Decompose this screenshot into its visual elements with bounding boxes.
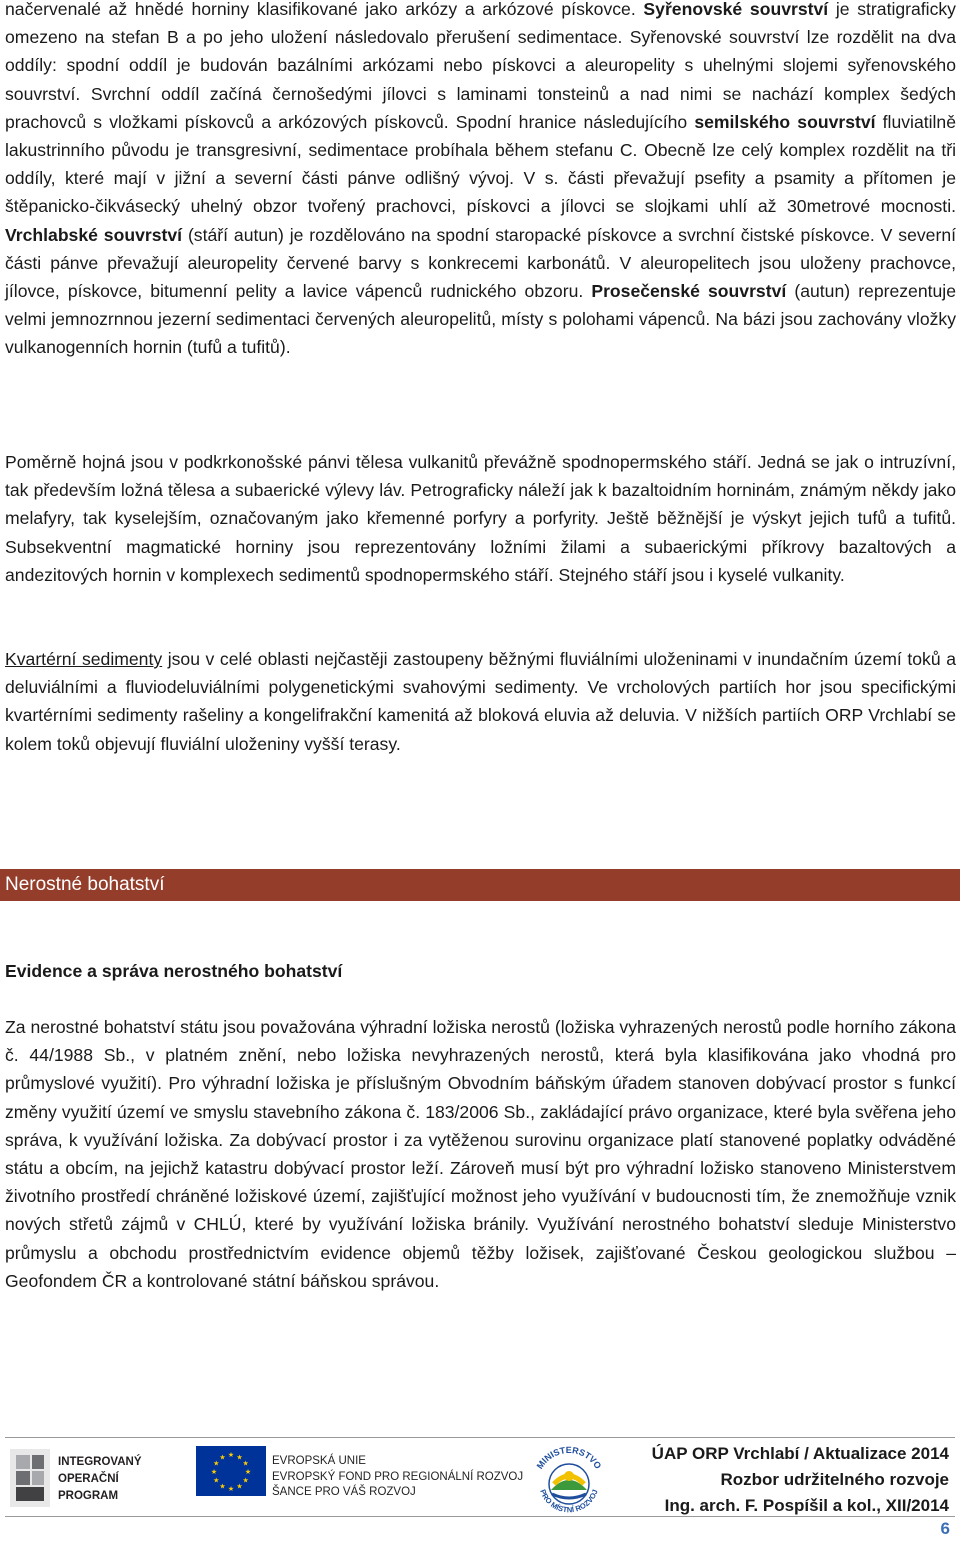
svg-text:★: ★ — [219, 1453, 226, 1462]
text-segment: (autun) reprezentuje velmi jemnozrnnou jezerní sedimentaci červených aleuropelitů, místy s polohami vápenců. Na bázi jsou zachovány vložky vulkanogenních hornin (tufů a tufitů). — [5, 281, 956, 358]
footer-divider — [5, 1437, 955, 1438]
svg-text:★: ★ — [227, 1451, 235, 1459]
svg-text:★: ★ — [210, 1468, 218, 1476]
svg-text:★: ★ — [242, 1459, 249, 1468]
paragraph-mineral-wealth: Za nerostné bohatství státu jsou považována výhradní ložiska nerostů (ložiska vyhrazených nerostů podle horního zákona č. 44/1988 Sb., v platném znění, nebo ložiska nevyhrazených nerostů, která byla klasifikována jako vhodná pro průmyslové využití). Pro výhradní ložiska je příslušným Obvodním báňským úřadem stanoven dobývací prostor s funkcí změny využití území ve smyslu stavebního zákona č. 183/2006 Sb., zakládající právo organizace, které byla svěřena jeho správa, k využívání ložiska. Za dobývací prostor i za vytěženou surovinu organizace platí stanovené poplatky odváděné státu a obcím, na jejichž katastru dobývací prostor leží. Zároveň musí být pro výhradní ložisko stanoveno Ministerstvem životního prostředí chráněné ložiskové území, zajišťující možnost jeho využívání v budoucnosti tím, že znemožňuje vznik nových střetů zájmů v CHLÚ, které by využívání ložiska bránily. Využívání nerostného bohatství sleduje Ministerstvo průmyslu a obchodu prostřednictvím evidence objemů těžby ložisek, zajišťované Českou geologickou službou – Geofondem ČR a kontrolované státní báňskou správou. — [5, 1017, 956, 1291]
svg-text:★: ★ — [213, 1459, 220, 1468]
eu-flag-logo — [196, 1446, 266, 1496]
eu-line1: EVROPSKÁ UNIE — [272, 1455, 366, 1467]
document-subtitle: Rozbor udržitelného rozvoje — [720, 1470, 949, 1489]
iop-logo-line1: INTEGROVANÝ — [58, 1456, 142, 1468]
paragraph-sedimentary-formations — [5, 0, 956, 362]
document-title: ÚAP ORP Vrchlabí / Aktualizace 2014 — [651, 1444, 949, 1463]
footer-document-info — [652, 1441, 949, 1519]
iop-logo — [10, 1449, 160, 1507]
iop-logo-line2: OPERAČNÍ — [58, 1473, 119, 1485]
text-segment: (stáří autun) je rozdělováno na spodní staropacké pískovce a svrchní čistské pískovce. V severní části pánve převažují aleuropelity červené barvy s konkrecemi karbonátů. V aleuropelitech jsou uloženy prachovce, jílovce, pískovce, bitumenní pelity a lavice vápenců rudnického obzoru. — [5, 224, 956, 302]
page-number: 6 — [940, 1519, 950, 1538]
term-semilske-souvrstvi: semilského souvrství — [694, 111, 876, 132]
text-segment: fluviatilně lakustrinního původu je transgresivní, sedimentace probíhala během stefanu C. Obecně lze celý komplex rozdělit na tři oddíly, které mají v jižní a severní části pánve odlišný vývoj. V s. části převažují psefity a psamity a přítomen je štěpanicko-čikvásecký uhelný obzor tvořený prachovci, pískovci a jílovci se slojkami uhlí až 30metrové mocnosti. — [5, 111, 957, 217]
term-prosecenske-souvrstvi: Prosečenské souvrství — [591, 281, 787, 302]
subheading: Evidence a správa nerostného bohatství — [5, 961, 343, 981]
footer-bottom-divider — [5, 1516, 955, 1517]
term-syrenovske-souvrstvi: Syřenovské souvrství — [643, 0, 829, 19]
iop-logo-line3: PROGRAM — [58, 1490, 119, 1502]
svg-text:★: ★ — [227, 1485, 235, 1493]
svg-text:★: ★ — [242, 1476, 249, 1485]
text-segment: jsou v celé oblasti nejčastěji zastoupeny běžnými fluviálními uloženinami v inundačním území toků a deluviálními a fluviodeluviálními polygenetickými svahovými sedimenty. Ve vrcholových partiích hor jsou specifickými kvartérními sedimenty rašeliny a kongelifrakční kamenitá až bloková eluvia až deluvia. V nižších partiích ORP Vrchlabí se kolem toků objevují fluviální uloženiny vyšší terasy. — [5, 649, 956, 754]
ministry-logo-top-text: MINISTERSTVO — [534, 1444, 604, 1471]
paragraph-quaternary — [5, 645, 956, 758]
text-segment: načervenalé až hnědé horniny klasifikované jako arkózy a arkózové pískovce. — [5, 0, 644, 19]
ministry-logo — [528, 1440, 610, 1522]
paragraph-volcanites: Poměrně hojná jsou v podkrkonošské pánvi tělesa vulkanitů převážně spodnopermského stáří. Jedná se jak o intruzívní, tak především ložná tělesa a subaerické výlevy láv. Petrograficky náleží jak k bazaltoidním horninám, známým někdy jako melafyry, tak kyselejším, označovaným jako křemenné porfyry a porfyrity. Ještě běžnější je výskyt jejich tufů a tufitů. Subsekventní magmatické horniny jsou reprezentovány ložními žilami a subaerickými příkrovy bazaltových a andezitových hornin v komplexech sedimentů spodnopermského stáří. Stejného stáří jsou i kyselé vulkanity. — [5, 452, 956, 585]
svg-text:★: ★ — [236, 1482, 243, 1491]
svg-text:★: ★ — [236, 1453, 243, 1462]
document-author: Ing. arch. F. Pospíšil a kol., XII/2014 — [664, 1496, 949, 1515]
svg-text:★: ★ — [219, 1482, 226, 1491]
svg-text:★: ★ — [213, 1476, 220, 1485]
eu-line3: ŠANCE PRO VÁŠ ROZVOJ — [272, 1486, 416, 1498]
term-kvarterni-sedimenty: Kvartérní sedimenty — [5, 649, 163, 669]
eu-line2: EVROPSKÝ FOND PRO REGIONÁLNÍ ROZVOJ — [272, 1470, 524, 1483]
svg-text:★: ★ — [244, 1468, 252, 1476]
section-title: Nerostné bohatství — [5, 874, 165, 895]
ministry-logo-bottom-text: PRO MÍSTNÍ ROZVOJ — [538, 1488, 600, 1515]
eu-text-block — [272, 1454, 523, 1501]
text-segment: je stratigraficky omezeno na stefan B a po jeho uložení následovalo přerušení sedimentace. Syřenovské souvrství lze rozdělit na dva oddíly: spodní oddíl je budován bazálními arkózami nebo pískovci a aleuropelity s uhelnými slojemi syřenovského souvrství. Svrchní oddíl začíná černošedými jílovci s laminami tonsteinů a nad nimi se nachází komplex šedých prachovců s vložkami pískovců a arkózových pískovců. Spodní hranice následujícího — [5, 0, 956, 132]
term-vrchlabske-souvrstvi: Vrchlabské souvrství — [5, 224, 183, 245]
